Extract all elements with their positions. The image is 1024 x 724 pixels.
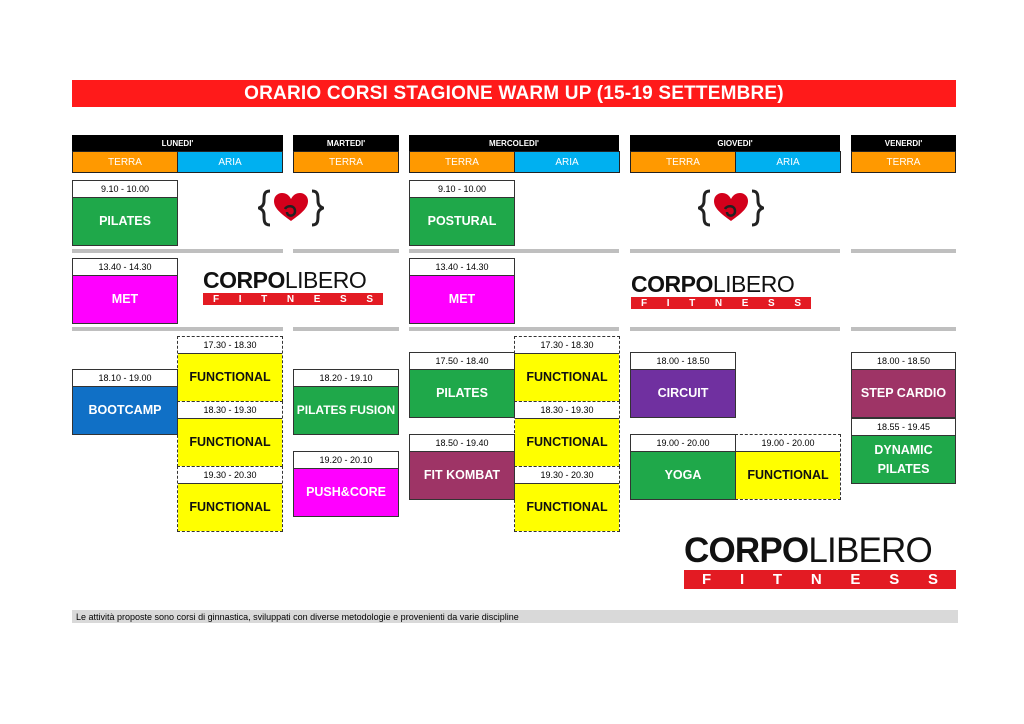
logo-letter: S bbox=[340, 293, 347, 305]
class-block bbox=[630, 352, 736, 418]
logo-letter: S bbox=[794, 297, 801, 309]
class-block bbox=[851, 418, 956, 484]
class-block bbox=[72, 180, 178, 246]
logo-letter: S bbox=[768, 297, 775, 309]
class-name: PILATES bbox=[410, 370, 514, 417]
logo-letter: F bbox=[641, 297, 648, 309]
logo-corpo: CORPO bbox=[631, 271, 713, 297]
room-aria-thursday: ARIA bbox=[735, 151, 841, 173]
class-time: 17.50 - 18.40 bbox=[410, 353, 514, 370]
class-time: 18.55 - 19.45 bbox=[852, 419, 955, 436]
corpolibero-logo bbox=[203, 268, 383, 305]
class-name: FUNCTIONAL bbox=[736, 452, 840, 499]
day-header-monday: LUNEDI' bbox=[72, 135, 283, 151]
class-time: 19.30 - 20.30 bbox=[178, 467, 282, 484]
class-block bbox=[514, 401, 620, 467]
class-block bbox=[409, 352, 515, 418]
logo-letter: I bbox=[739, 571, 745, 588]
logo-letter: N bbox=[286, 293, 295, 305]
logo-letter: T bbox=[689, 297, 696, 309]
separator bbox=[851, 249, 956, 253]
class-block bbox=[293, 369, 399, 435]
day-header-tuesday: MARTEDI' bbox=[293, 135, 399, 151]
class-name: MET bbox=[73, 276, 177, 323]
class-time: 17.30 - 18.30 bbox=[515, 337, 619, 354]
logo-libero: LIBERO bbox=[712, 271, 795, 297]
class-time: 18.50 - 19.40 bbox=[410, 435, 514, 452]
logo-letter: E bbox=[741, 297, 749, 309]
class-name: MET bbox=[410, 276, 514, 323]
logo-letter: I bbox=[666, 297, 670, 309]
class-name: FUNCTIONAL bbox=[178, 354, 282, 401]
logo-letter: F bbox=[702, 571, 712, 588]
class-time: 18.30 - 19.30 bbox=[515, 402, 619, 419]
day-header-thursday: GIOVEDI' bbox=[630, 135, 840, 151]
logo-libero: LIBERO bbox=[284, 267, 367, 293]
class-block bbox=[72, 258, 178, 324]
logo-letter: N bbox=[714, 297, 723, 309]
logo-letter: E bbox=[313, 293, 321, 305]
logo-wordmark bbox=[684, 533, 956, 569]
room-aria-wednesday: ARIA bbox=[514, 151, 620, 173]
room-terra-monday: TERRA bbox=[72, 151, 178, 173]
logo-wordmark bbox=[631, 272, 811, 296]
class-block bbox=[409, 258, 515, 324]
logo-letter: N bbox=[810, 571, 822, 588]
class-name: FUNCTIONAL bbox=[515, 484, 619, 531]
logo-corpo: CORPO bbox=[684, 531, 809, 570]
footer-note: Le attività proposte sono corsi di ginnastica, sviluppati con diverse metodologie e provenienti da varie discipline bbox=[72, 610, 958, 623]
class-time: 18.20 - 19.10 bbox=[294, 370, 398, 387]
class-time: 18.30 - 19.30 bbox=[178, 402, 282, 419]
logo-letter: E bbox=[850, 571, 861, 588]
class-block bbox=[514, 466, 620, 532]
class-name: DYNAMIC PILATES bbox=[852, 436, 955, 483]
logo-letter: S bbox=[366, 293, 373, 305]
class-name: STEP CARDIO bbox=[852, 370, 955, 417]
class-time: 9.10 - 10.00 bbox=[73, 181, 177, 198]
heart-in-braces-icon bbox=[258, 187, 324, 229]
logo-letter: S bbox=[927, 571, 938, 588]
separator bbox=[293, 327, 399, 331]
separator bbox=[630, 249, 840, 253]
class-block bbox=[177, 336, 283, 402]
class-name: CIRCUIT bbox=[631, 370, 735, 417]
logo-fitness-bar bbox=[631, 297, 811, 309]
separator bbox=[72, 249, 283, 253]
class-name: FUNCTIONAL bbox=[515, 354, 619, 401]
class-name: POSTURAL bbox=[410, 198, 514, 245]
logo-letter: S bbox=[889, 571, 900, 588]
logo-letter: F bbox=[213, 293, 220, 305]
logo-wordmark bbox=[203, 268, 383, 292]
class-block bbox=[177, 401, 283, 467]
heart-in-braces-icon bbox=[698, 187, 764, 229]
corpolibero-logo-large bbox=[684, 533, 956, 589]
day-header-wednesday: MERCOLEDI' bbox=[409, 135, 619, 151]
day-header-friday: VENERDI' bbox=[851, 135, 956, 151]
class-block bbox=[409, 180, 515, 246]
class-name: FUNCTIONAL bbox=[178, 419, 282, 466]
separator bbox=[851, 327, 956, 331]
class-name: BOOTCAMP bbox=[73, 387, 177, 434]
logo-fitness-bar bbox=[203, 293, 383, 305]
corpolibero-logo bbox=[631, 272, 811, 309]
separator bbox=[72, 327, 283, 331]
class-name: PILATES FUSION bbox=[294, 387, 398, 434]
class-name: FUNCTIONAL bbox=[515, 419, 619, 466]
class-time: 19.00 - 20.00 bbox=[736, 435, 840, 452]
class-block bbox=[177, 466, 283, 532]
separator bbox=[630, 327, 840, 331]
schedule-title: ORARIO CORSI STAGIONE WARM UP (15-19 SETTEMBRE) bbox=[72, 80, 956, 107]
class-name: PILATES bbox=[73, 198, 177, 245]
room-aria-monday: ARIA bbox=[177, 151, 283, 173]
class-name: PUSH&CORE bbox=[294, 469, 398, 516]
separator bbox=[409, 327, 619, 331]
class-time: 19.20 - 20.10 bbox=[294, 452, 398, 469]
room-terra-thursday: TERRA bbox=[630, 151, 736, 173]
room-terra-friday: TERRA bbox=[851, 151, 956, 173]
separator bbox=[409, 249, 619, 253]
class-block bbox=[630, 434, 736, 500]
class-time: 9.10 - 10.00 bbox=[410, 181, 514, 198]
class-time: 13.40 - 14.30 bbox=[73, 259, 177, 276]
class-time: 18.00 - 18.50 bbox=[852, 353, 955, 370]
class-name: FUNCTIONAL bbox=[178, 484, 282, 531]
logo-libero: LIBERO bbox=[808, 531, 932, 570]
room-terra-tuesday: TERRA bbox=[293, 151, 399, 173]
class-time: 19.00 - 20.00 bbox=[631, 435, 735, 452]
logo-fitness-bar bbox=[684, 570, 956, 589]
class-time: 19.30 - 20.30 bbox=[515, 467, 619, 484]
class-block bbox=[72, 369, 178, 435]
class-time: 18.00 - 18.50 bbox=[631, 353, 735, 370]
class-time: 17.30 - 18.30 bbox=[178, 337, 282, 354]
class-block bbox=[735, 434, 841, 500]
room-terra-wednesday: TERRA bbox=[409, 151, 515, 173]
class-name: FIT KOMBAT bbox=[410, 452, 514, 499]
logo-letter: I bbox=[238, 293, 242, 305]
logo-corpo: CORPO bbox=[203, 267, 285, 293]
logo-letter: T bbox=[261, 293, 268, 305]
class-name: YOGA bbox=[631, 452, 735, 499]
class-time: 13.40 - 14.30 bbox=[410, 259, 514, 276]
class-block bbox=[851, 352, 956, 418]
separator bbox=[293, 249, 399, 253]
class-block bbox=[409, 434, 515, 500]
logo-letter: T bbox=[772, 571, 783, 588]
class-time: 18.10 - 19.00 bbox=[73, 370, 177, 387]
class-block bbox=[293, 451, 399, 517]
class-block bbox=[514, 336, 620, 402]
